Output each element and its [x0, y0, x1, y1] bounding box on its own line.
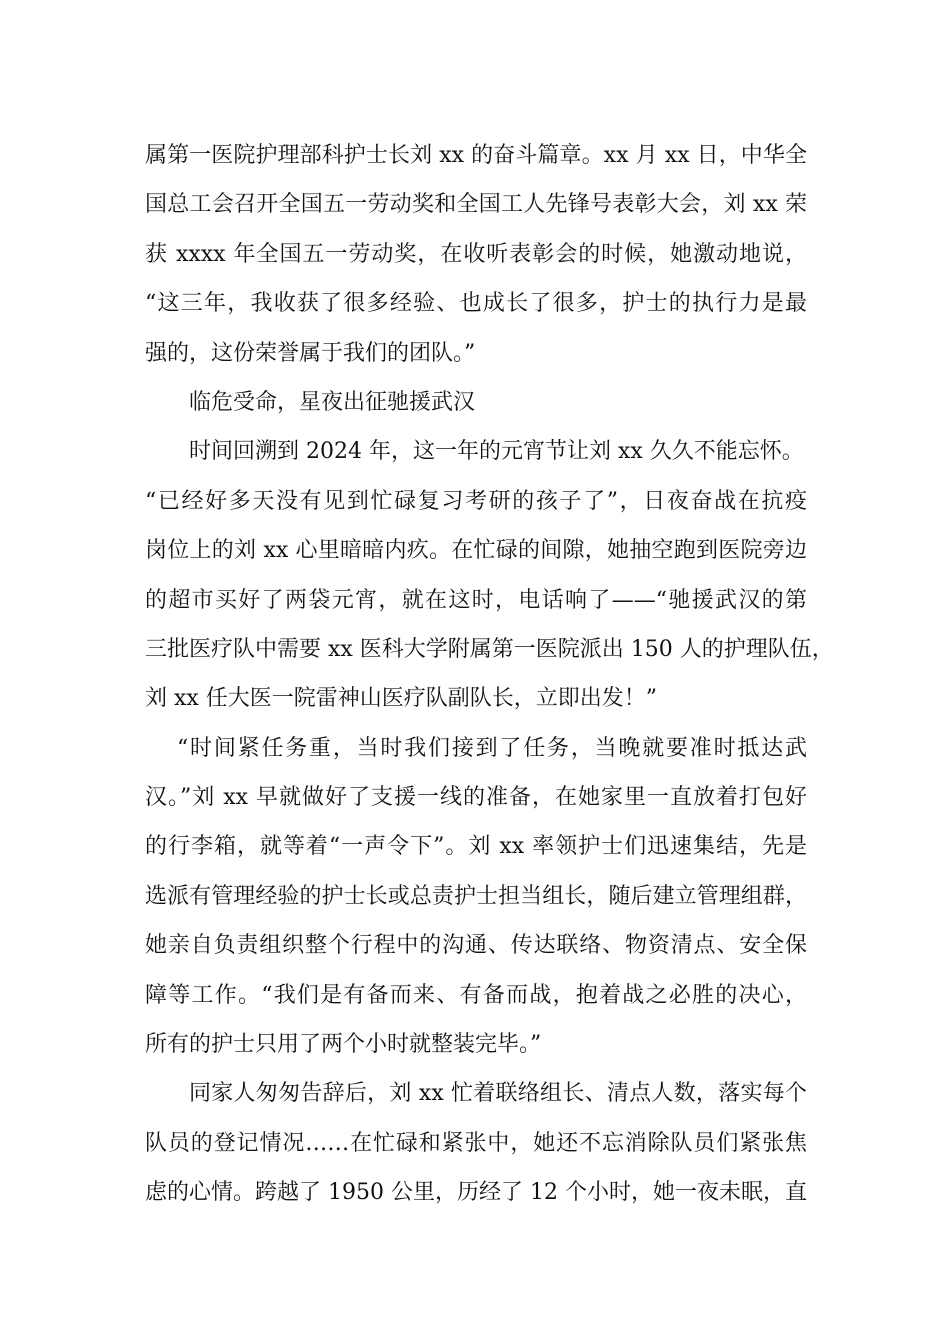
text-line: 选派有管理经验的护士长或总责护士担当组长，随后建立管理组群， — [145, 883, 807, 909]
paragraph-mobilization — [145, 724, 807, 1070]
text-line: “这三年，我收获了很多经验、也成长了很多，护士的执行力是最 — [145, 291, 807, 317]
text-line: 的超市买好了两袋元宵，就在这时，电话响了——“驰援武汉的第 — [145, 587, 807, 613]
paragraph-lantern-festival — [145, 427, 834, 723]
text-line: 她亲自负责组织整个行程中的沟通、传达联络、物资清点、安全保 — [145, 933, 807, 959]
document-body — [145, 131, 834, 1218]
text-line: 国总工会召开全国五一劳动奖和全国工人先锋号表彰大会，刘 xx 荣 — [145, 192, 807, 218]
text-line: 的行李箱，就等着“一声令下”。刘 xx 率领护士们迅速集结，先是 — [145, 834, 807, 860]
text-line: 属第一医院护理部科护士长刘 xx 的奋斗篇章。xx 月 xx 日，中华全 — [145, 143, 807, 168]
text-line: 强的，这份荣誉属于我们的团队。” — [145, 340, 476, 366]
section-heading-text: 临危受命，星夜出征驰援武汉 — [189, 389, 476, 415]
paragraph-departure — [145, 1069, 807, 1217]
text-line: “已经好多天没有见到忙碌复习考研的孩子了”，日夜奋战在抗疫 — [145, 488, 807, 514]
text-line: 时间回溯到 2024 年，这一年的元宵节让刘 xx 久久不能忘怀。 — [189, 439, 804, 465]
text-line: 三批医疗队中需要 xx 医科大学附属第一医院派出 150 人的护理队伍， — [145, 636, 834, 662]
text-line: 虑的心情。跨越了 1950 公里，历经了 12 个小时，她一夜未眠，直 — [145, 1180, 807, 1206]
text-line: 所有的护士只用了两个小时就整装完毕。” — [145, 1032, 542, 1058]
text-line: 岗位上的刘 xx 心里暗暗内疚。在忙碌的间隙，她抽空跑到医院旁边 — [145, 538, 807, 564]
text-line: 障等工作。“我们是有备而来、有备而战，抱着战之必胜的决心， — [145, 982, 807, 1008]
text-line: 队员的登记情况……在忙碌和紧张中，她还不忘消除队员们紧张焦 — [145, 1130, 807, 1156]
text-line: 汉。”刘 xx 早就做好了支援一线的准备，在她家里一直放着打包好 — [145, 785, 807, 811]
paragraph-award — [145, 131, 807, 378]
text-line: 同家人匆匆告辞后，刘 xx 忙着联络组长、清点人数，落实每个 — [189, 1081, 807, 1107]
text-line: 获 xxxx 年全国五一劳动奖，在收听表彰会的时候，她激动地说， — [145, 241, 807, 267]
text-line: 刘 xx 任大医一院雷神山医疗队副队长，立即出发！” — [145, 686, 658, 712]
section-heading — [145, 378, 807, 427]
text-line: “时间紧任务重，当时我们接到了任务，当晚就要准时抵达武 — [177, 735, 807, 761]
